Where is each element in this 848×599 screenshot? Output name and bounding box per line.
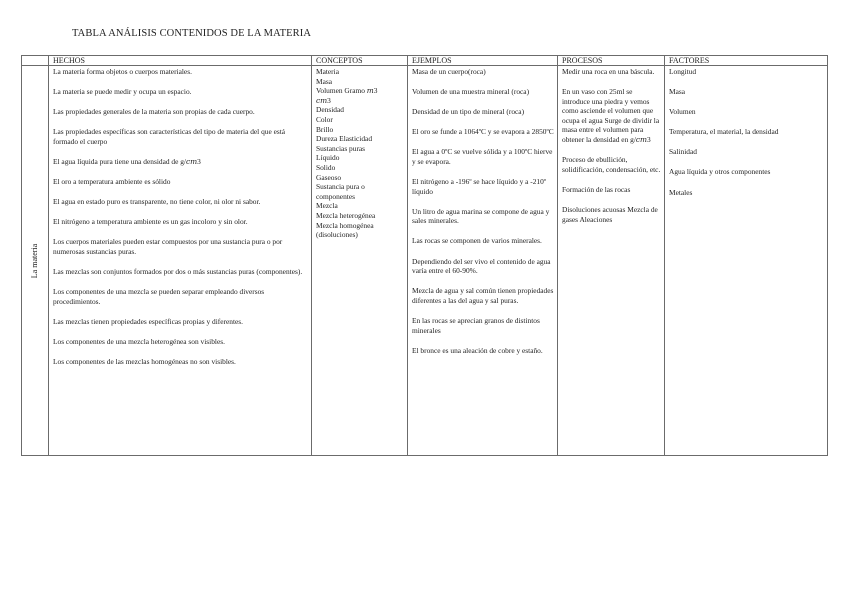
hecho-item: El oro a temperatura ambiente es sólido <box>53 177 171 187</box>
concepto-item: Volumen Gramo 𝑚3 <box>316 86 378 96</box>
concepto-item: 𝑐𝑚3 <box>316 95 331 105</box>
ejemplo-item: En las rocas se aprecian granos de distintos minerales <box>412 315 540 335</box>
proceso-item: En un vaso con 25ml se introduce una piedra y vemos como asciende el volumen que ocupa el agua Surge de dividir la masa entre el volumen para obtener la densidad en g/𝑐𝑚3 <box>562 87 660 145</box>
ejemplo-item: El nitrógeno a -196º se hace líquido y a -210º líquido <box>412 177 547 196</box>
ejemplo-item: Dependiendo del ser vivo el contenido de agua varía entre el 60-90%. <box>412 256 551 276</box>
ejemplo-item: Volumen de una muestra mineral (roca) <box>412 87 530 97</box>
hecho-item: El nitrógeno a temperatura ambiente es un gas incoloro y sin olor. <box>53 217 248 227</box>
hecho-item: Los componentes de una mezcla heterogénea son visibles. <box>53 336 225 346</box>
proceso-item: Proceso de ebullición, solidificación, condensación, etc. <box>562 155 661 174</box>
concepto-item: Densidad <box>316 105 344 115</box>
header-conceptos: CONCEPTOS <box>312 56 408 66</box>
hecho-item: El agua líquida pura tiene una densidad de g/𝑐𝑚3 <box>53 156 201 166</box>
ejemplos-cell <box>408 66 558 456</box>
concepto-item: Materia <box>316 67 339 76</box>
header-blank <box>22 56 49 66</box>
header-procesos: PROCESOS <box>558 56 665 66</box>
ejemplo-item: El oro se funde a 1064ºC y se evapora a 2850ºC <box>412 127 554 137</box>
factor-item: Agua líquida y otros componentes <box>669 167 771 177</box>
concepto-item: Sustancia pura o componentes <box>316 182 365 201</box>
header-factores: FACTORES <box>665 56 828 66</box>
concepto-item: Color <box>316 114 333 124</box>
analysis-table <box>21 55 828 456</box>
hechos-cell <box>49 66 312 456</box>
header-row <box>22 56 828 66</box>
ejemplo-item: Las rocas se componen de varios minerales. <box>412 236 542 246</box>
factor-item: Masa <box>669 87 686 97</box>
header-hechos: HECHOS <box>49 56 312 66</box>
factor-item: Longitud <box>669 67 697 76</box>
concepto-item: Mezcla homogénea (disoluciones) <box>316 220 374 240</box>
concepto-item: Brillo <box>316 124 334 134</box>
concepto-item: Solido <box>316 162 336 172</box>
hecho-item: Las mezclas tienen propiedades específicas propias y diferentes. <box>53 316 244 326</box>
factor-item: Volumen <box>669 107 696 117</box>
hecho-item: Las mezclas son conjuntos formados por dos o más sustancias puras (componentes). <box>53 267 303 277</box>
factor-item: Metales <box>669 187 693 197</box>
table-row <box>22 66 828 456</box>
hecho-item: Las propiedades específicas son características del tipo de materia del que está formado el cuerpo <box>53 127 286 146</box>
concepto-item: Líquido <box>316 153 340 163</box>
hecho-item: Los cuerpos materiales pueden estar compuestos por una sustancia pura o por numerosas sustancias puras. <box>53 237 283 256</box>
concepto-item: Dureza Elasticidad <box>316 134 373 144</box>
proceso-item: Disoluciones acuosas Mezcla de gases Aleaciones <box>562 204 658 224</box>
ejemplo-item: Un litro de agua marina se compone de agua y sales minerales. <box>412 206 550 226</box>
hecho-item: Los componentes de una mezcla se pueden separar empleando diversos procedimientos. <box>53 287 265 306</box>
proceso-item: Medir una roca en una báscula. <box>562 67 655 76</box>
hecho-item: Los componentes de las mezclas homogéneas no son visibles. <box>53 357 236 366</box>
concepto-item: Mezcla heterogénea <box>316 210 376 220</box>
procesos-cell <box>558 66 665 456</box>
conceptos-cell <box>312 66 408 456</box>
hecho-item: El agua en estado puro es transparente, no tiene color, ni olor ni sabor. <box>53 197 261 207</box>
ejemplo-item: El bronce es una aleación de cobre y estaño. <box>412 345 543 355</box>
proceso-item: Formación de las rocas <box>562 184 631 194</box>
concepto-item: Mezcla <box>316 201 338 211</box>
ejemplo-item: Densidad de un tipo de mineral (roca) <box>412 107 525 117</box>
ejemplo-item: El agua a 0ºC se vuelve sólida y a 100ºC hierve y se evapora. <box>412 147 553 166</box>
concepto-item: Gaseoso <box>316 172 342 182</box>
row-label: La materia <box>30 243 40 278</box>
header-ejemplos: EJEMPLOS <box>408 56 558 66</box>
hecho-item: La materia se puede medir y ocupa un espacio. <box>53 87 192 97</box>
factor-item: Salinidad <box>669 147 697 157</box>
factor-item: Temperatura, el material, la densidad <box>669 127 779 137</box>
ejemplo-item: Mezcla de agua y sal común tienen propiedades diferentes a las del agua y sal puras. <box>412 286 554 305</box>
factores-cell <box>665 66 828 456</box>
concepto-item: Masa <box>316 76 333 86</box>
row-label-cell <box>22 66 49 456</box>
concepto-item: Sustancias puras <box>316 143 366 153</box>
hecho-item: La materia forma objetos o cuerpos materiales. <box>53 67 192 76</box>
ejemplo-item: Masa de un cuerpo(roca) <box>412 67 486 76</box>
hecho-item: Las propiedades generales de la materia son propias de cada cuerpo. <box>53 107 255 117</box>
page-title: TABLA ANÁLISIS CONTENIDOS DE LA MATERIA <box>72 28 312 39</box>
